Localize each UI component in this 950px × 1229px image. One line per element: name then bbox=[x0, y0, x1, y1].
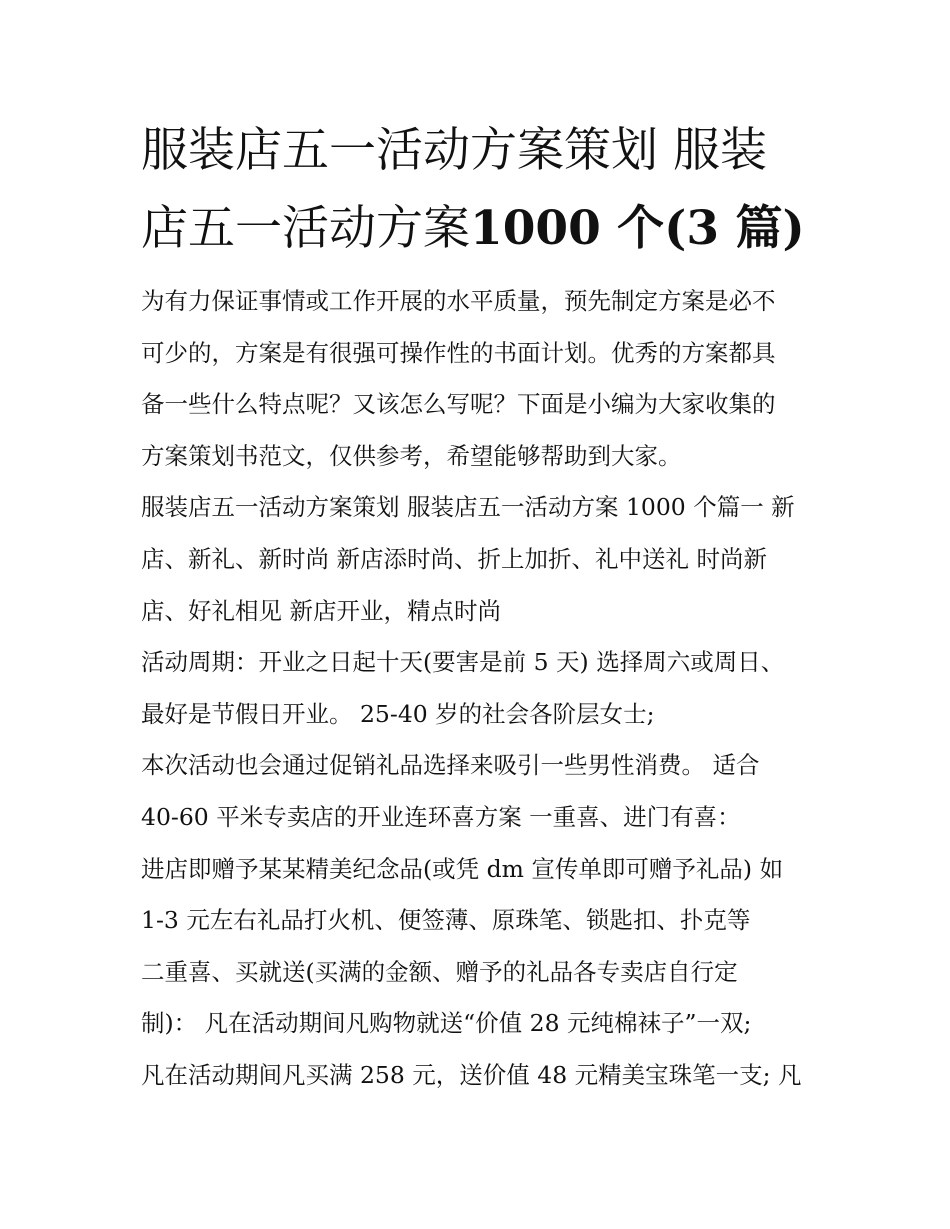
document-body bbox=[141, 276, 821, 1102]
body-line: 为有力保证事情或工作开展的水平质量，预先制定方案是必不 bbox=[141, 287, 776, 315]
body-line: 凡在活动期间凡买满 258 元，送价值 48 元精美宝珠笔一支; 凡 bbox=[141, 1060, 802, 1089]
title-line-2-text: 店五一活动方案 bbox=[141, 201, 470, 256]
body-line: 二重喜、买就送(买满的金额、赠予的礼品各专卖店自行定 bbox=[141, 957, 738, 986]
document-title bbox=[141, 112, 821, 268]
body-line: 40-60 平米专卖店的开业连环喜方案 一重喜、进门有喜： bbox=[141, 802, 741, 831]
title-line-1: 服装店五一活动方案策划 服装 bbox=[141, 123, 767, 178]
body-line: 店、新礼、新时尚 新店添时尚、折上加折、礼中送礼 时尚新 bbox=[141, 544, 767, 573]
title-line-2-count: 1000 个(3 篇) bbox=[470, 201, 805, 256]
body-line: 最好是节假日开业。 25-40 岁的社会各阶层女士; bbox=[141, 699, 655, 728]
body-line: 制)： 凡在活动期间凡购物就送“价值 28 元纯棉袜子”一双; bbox=[141, 1009, 752, 1038]
body-line: 服装店五一活动方案策划 服装店五一活动方案 1000 个篇一 新 bbox=[141, 493, 795, 522]
body-line: 备一些什么特点呢？又该怎么写呢？下面是小编为大家收集的 bbox=[141, 390, 776, 419]
body-line: 方案策划书范文，仅供参考，希望能够帮助到大家。 bbox=[141, 441, 682, 470]
body-line: 进店即赠予某某精美纪念品(或凭 dm 宣传单即可赠予礼品) 如 bbox=[141, 854, 784, 883]
body-line: 1-3 元左右礼品打火机、便签薄、原珠笔、锁匙扣、扑克等 bbox=[141, 906, 751, 935]
body-line: 本次活动也会通过促销礼品选择来吸引一些男性消费。 适合 bbox=[141, 751, 760, 780]
body-line: 活动周期：开业之日起十天(要害是前 5 天) 选择周六或周日、 bbox=[141, 648, 785, 677]
title-line-2 bbox=[141, 190, 821, 268]
body-line: 可少的，方案是有很强可操作性的书面计划。优秀的方案都具 bbox=[141, 338, 776, 367]
body-line: 店、好礼相见 新店开业，精点时尚 bbox=[141, 596, 501, 625]
